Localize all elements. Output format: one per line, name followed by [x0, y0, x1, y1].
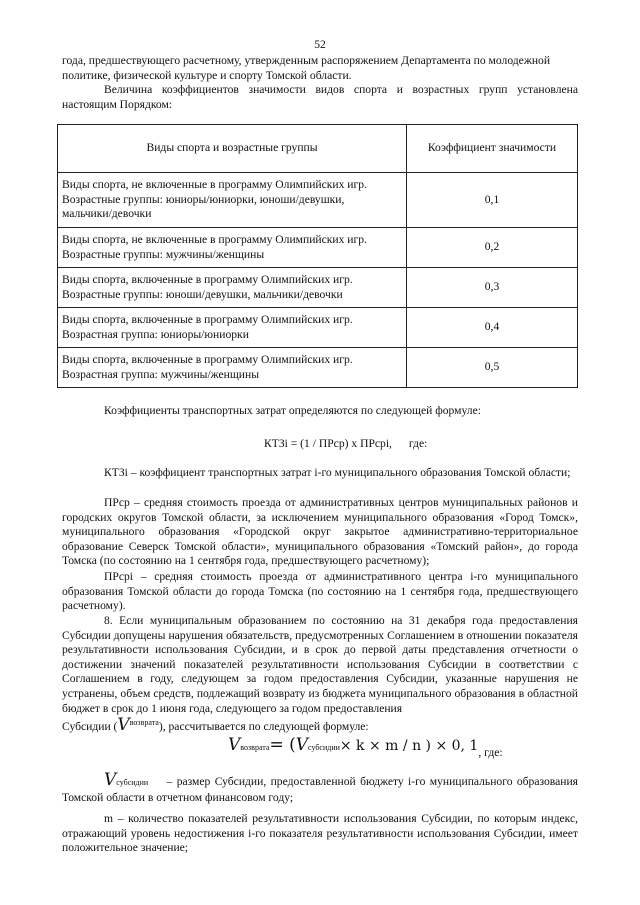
intro-paragraph: Величина коэффициентов значимости видов спорта и возрастных групп установлена настоящим Порядком: [62, 83, 578, 111]
row-line: Возрастные группы: юноши/девушки, мальчики/девочки [62, 287, 343, 301]
v-subscript: возврата [129, 718, 159, 727]
f-rest: × k × m / n ) × 0, 1 [339, 738, 479, 754]
return-formula [228, 735, 503, 759]
point-8-text: 8. Если муниципальным образованием по состоянию на 31 декабря года предоставления Субсидии допущены нарушения обязательств, предусмотренных Соглашением в отношении показателя результативности использования Субсидии, и в срок до первой даты представления отчетности о достижении значений показателей результативности использования Субсидии в соответствии с Соглашением в году, следующем за годом предоставления Субсидии, указанные нарушения не устранены, объем средств, подлежащий возврату из бюджета муниципального образования в областной бюджет в срок до 1 июня года, следующего за годом предоставления [62, 614, 578, 715]
table-cell-description [58, 173, 407, 228]
table-cell-value: 0,1 [407, 173, 578, 228]
def-ktz: КТЗi – коэффициент транспортных затрат i-го муниципального образования Томской области; [104, 466, 571, 479]
table-cell-value: 0,2 [407, 228, 578, 268]
def-m: m – количество показателей результативности использования Субсидии, по которым индекс, отражающий уровень недостижения i-го показателя результативности использования Субсидии, имеет положительное значение; [62, 812, 578, 855]
table-cell-description [58, 348, 407, 388]
def-vsubsidii [62, 770, 579, 805]
table-cell-description [58, 228, 407, 268]
intro-line-1: года, предшествующего расчетному, утвержденным распоряжением Департамента по молодежной [62, 54, 551, 67]
row-line: мальчики/девочки [62, 207, 152, 221]
table-cell-description [58, 308, 407, 348]
table-cell-value: 0,3 [407, 268, 578, 308]
lead-text: Субсидии ( [62, 720, 118, 733]
row-line: Возрастная группа: юниоры/юниорки [62, 327, 249, 341]
table-header-sports: Виды спорта и возрастные группы [58, 125, 407, 173]
v-symbol: V [117, 715, 130, 735]
transport-formula [264, 437, 427, 452]
formula-where: где: [408, 437, 428, 450]
row-line: Виды спорта, не включенные в программу Олимпийских игр. [62, 178, 367, 192]
f-v2-sub: субсидии [308, 743, 340, 752]
row-line: Виды спорта, включенные в программу Олимпийских игр. [62, 272, 353, 286]
formula-text: КТЗi = (1 / ПРср) х ПРсрi, [264, 437, 392, 450]
table-row [58, 268, 578, 308]
f-v: V [228, 735, 241, 755]
f-where: , где: [478, 746, 503, 759]
f-v-sub: возврата [240, 743, 270, 752]
lead-tail: ), рассчитывается по следующей формуле: [158, 720, 369, 733]
table-row [58, 173, 578, 228]
f-eq: = ( [269, 735, 296, 755]
row-line: Виды спорта, включенные в программу Олимпийских игр. [62, 312, 353, 326]
f-v2: V [295, 735, 308, 755]
vsub-subscript: субсидии [116, 778, 149, 787]
def-prsri: ПРсрi – средняя стоимость проезда от административного центра i-го муниципального образования Томской области до города Томска (по состоянию на 1 сентября года, предшествующего расчетному). [62, 570, 578, 613]
table-row [58, 308, 578, 348]
intro-text [62, 54, 578, 112]
def-prsr: ПРср – средняя стоимость проезда от административных центров муниципальных районов и городских округов Томской области, за исключением муниципального образования «Город Томск», муниципального образования «Городской округ закрытое административно-территориальное образование Северск Томской области», муниципального образования «Томский район», до города Томска (по состоянию на 1 сентября года, предшествующего расчетному); [62, 496, 578, 568]
row-line: Возрастные группы: юниоры/юниорки, юноши/девушки, [62, 192, 345, 206]
vsub-text: – размер Субсидии, предоставленной бюджету i-го муниципального образования Томской области в отчетном финансовом году; [62, 775, 579, 804]
row-line: Возрастные группы: мужчины/женщины [62, 247, 265, 261]
row-line: Виды спорта, включенные в программу Олимпийских игр. [62, 352, 353, 366]
table-cell-value: 0,5 [407, 348, 578, 388]
point-8-lead [62, 715, 578, 736]
transport-intro: Коэффициенты транспортных затрат определяются по следующей формуле: [104, 404, 481, 417]
row-line: Виды спорта, не включенные в программу Олимпийских игр. [62, 232, 367, 246]
vsub-symbol: V [104, 770, 117, 790]
table-header-row [58, 125, 578, 173]
coefficient-table [57, 124, 578, 388]
page-number: 52 [314, 38, 326, 51]
intro-line-2: политике, физической культуре и спорту Томской области. [62, 68, 352, 82]
table-cell-value: 0,4 [407, 308, 578, 348]
row-line: Возрастная группа: мужчины/женщины [62, 367, 260, 381]
table-cell-description [58, 268, 407, 308]
table-row [58, 228, 578, 268]
table-header-coefficient: Коэффициент значимости [407, 125, 578, 173]
table-row [58, 348, 578, 388]
